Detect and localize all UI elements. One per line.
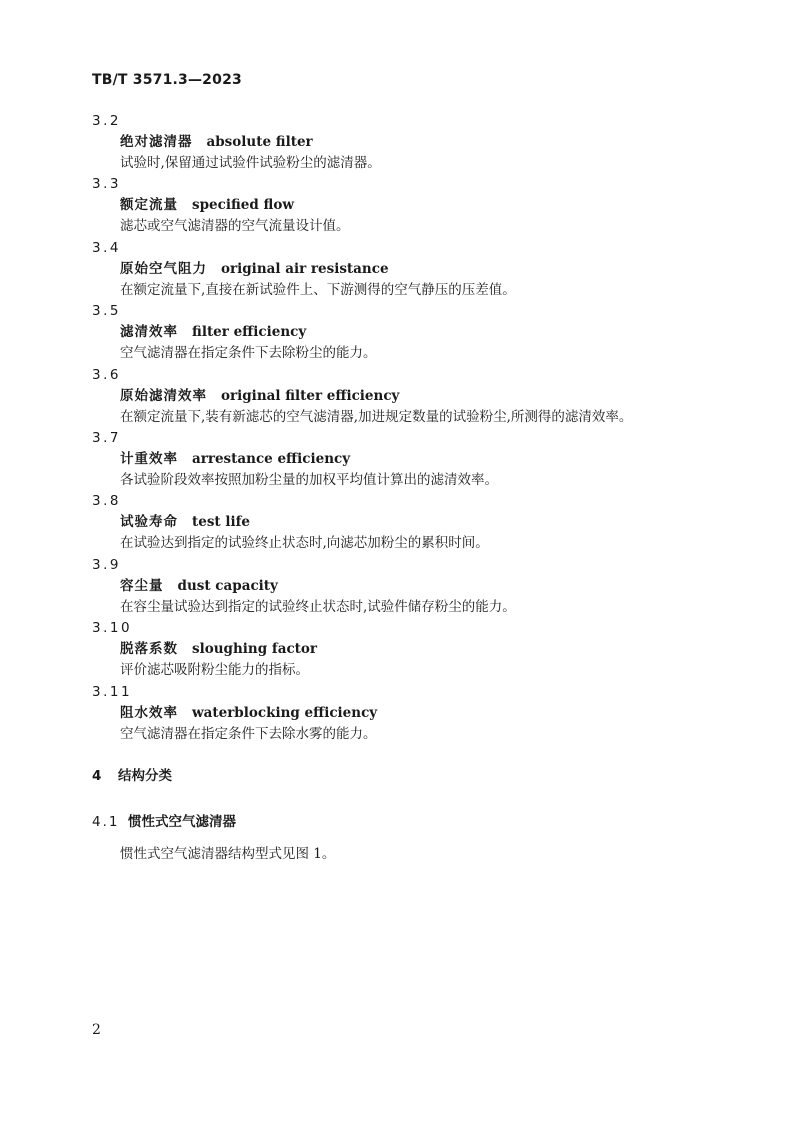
term-title [120,132,313,152]
term-chinese: 额定流量 [120,197,178,214]
term-definition: 在容尘量试验达到指定的试验终止状态时,试验件储存粉尘的能力。 [120,598,516,615]
term-title [120,703,377,723]
term-entry [92,365,732,428]
term-definition: 各试验阶段效率按照加粉尘量的加权平均值计算出的滤清效率。 [120,471,498,488]
term-entry [92,428,732,491]
term-definition: 在试验达到指定的试验终止状态时,向滤芯加粉尘的累积时间。 [120,535,489,552]
term-chinese: 原始滤清效率 [120,387,207,404]
term-number: 3.3 [92,176,121,193]
term-english: filter efficiency [192,324,307,341]
term-title [120,576,278,596]
term-number: 3.10 [92,620,133,637]
term-english: original filter efficiency [221,387,400,404]
term-definition: 评价滤芯吸附粉尘能力的指标。 [120,662,309,679]
page-number: 2 [92,1022,101,1038]
term-english: absolute filter [206,134,313,150]
term-number: 3.6 [92,366,121,383]
section-heading [92,766,172,786]
term-chinese: 原始空气阻力 [120,260,207,277]
term-number: 3.7 [92,429,121,446]
section-number: 4 [92,768,102,784]
term-title [120,259,389,279]
term-chinese: 滤清效率 [120,324,178,341]
term-title [120,195,294,215]
term-number: 3.5 [92,303,121,320]
body-paragraph: 惯性式空气滤清器结构型式见图 1。 [120,846,336,862]
term-number: 3.11 [92,683,133,700]
section-title: 结构分类 [118,768,172,784]
term-title [120,639,317,659]
term-definition: 在额定流量下,装有新滤芯的空气滤清器,加进规定数量的试验粉尘,所测得的滤清效率。 [120,408,633,425]
subsection-title: 惯性式空气滤清器 [128,814,236,830]
term-title [120,449,350,469]
term-chinese: 计重效率 [120,450,178,467]
terms-list [92,111,732,745]
term-english: dust capacity [177,577,278,594]
term-english: arrestance efficiency [192,450,351,467]
term-entry [92,491,732,554]
term-chinese: 阻水效率 [120,704,178,721]
term-english: test life [192,514,251,531]
term-number: 3.4 [92,239,121,256]
term-english: waterblocking efficiency [192,704,378,721]
term-entry [92,301,732,364]
term-title [120,386,399,406]
term-number: 3.2 [92,113,121,129]
subsection-heading [92,812,236,832]
subsection-number: 4.1 [92,814,120,830]
term-entry [92,174,732,237]
term-chinese: 容尘量 [120,577,164,594]
term-entry [92,111,732,174]
term-definition: 空气滤清器在指定条件下去除水雾的能力。 [120,725,377,742]
term-chinese: 试验寿命 [120,514,178,531]
term-title [120,512,250,532]
term-english: sloughing factor [192,641,318,658]
term-entry [92,238,732,301]
document-id: TB/T 3571.3—2023 [92,72,242,88]
term-definition: 空气滤清器在指定条件下去除粉尘的能力。 [120,345,377,362]
term-entry [92,682,732,745]
term-definition: 试验时,保留通过试验件试验粉尘的滤清器。 [120,155,381,171]
term-number: 3.9 [92,556,121,573]
term-definition: 滤芯或空气滤清器的空气流量设计值。 [120,218,350,235]
term-entry [92,555,732,618]
term-english: original air resistance [221,260,389,277]
term-definition: 在额定流量下,直接在新试验件上、下游测得的空气静压的压差值。 [120,281,516,298]
term-entry [92,618,732,681]
term-title [120,322,306,342]
term-chinese: 绝对滤清器 [120,134,193,150]
term-number: 3.8 [92,493,121,510]
term-english: specified flow [192,197,294,214]
term-chinese: 脱落系数 [120,641,178,658]
